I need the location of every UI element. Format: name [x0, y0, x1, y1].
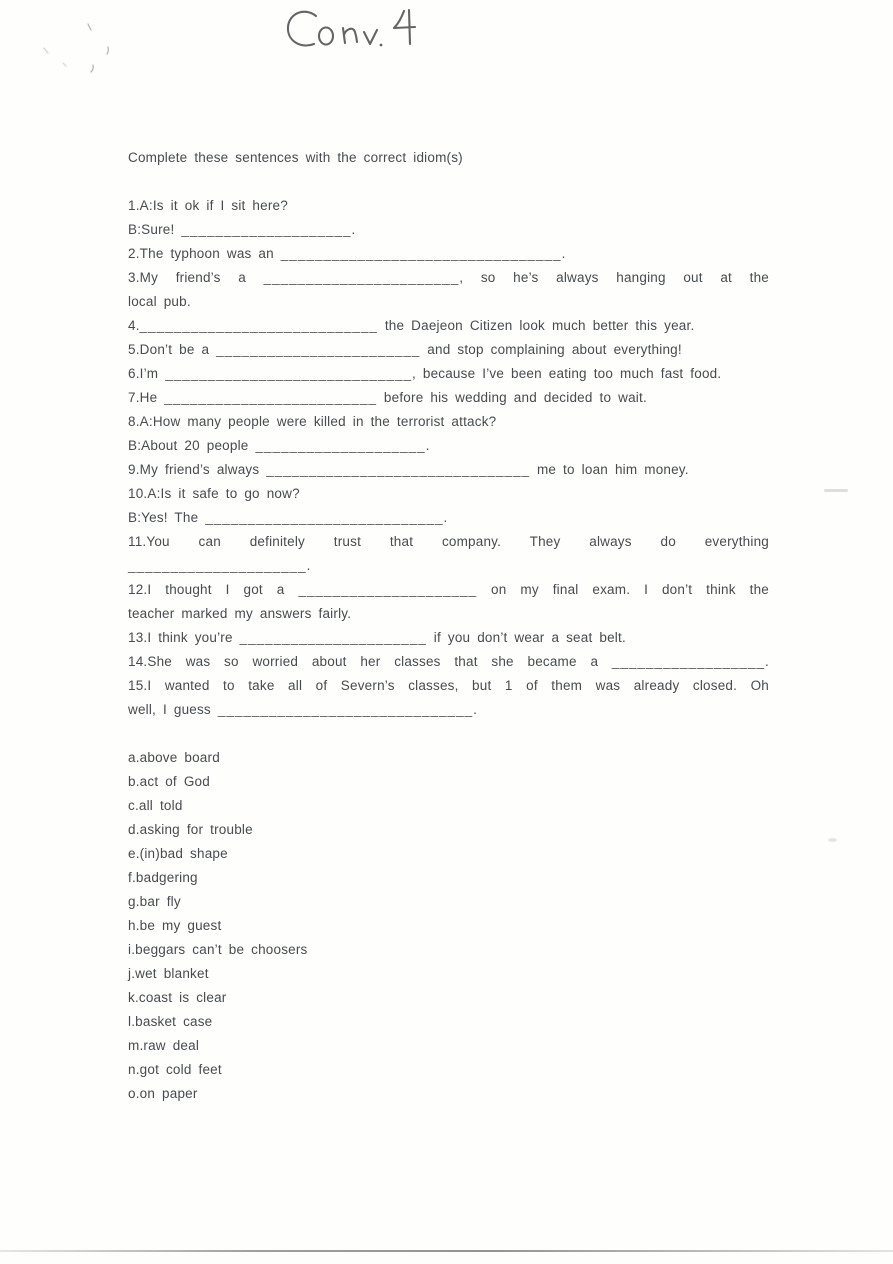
question-text: and stop complaining about everything!	[420, 342, 682, 357]
question-line	[128, 314, 769, 338]
question-text: .	[765, 654, 769, 669]
idiom-item: k.coast is clear	[128, 990, 227, 1005]
answer-blank: ____________________________	[205, 510, 444, 525]
pencil-marks	[30, 16, 130, 76]
question-line	[128, 458, 769, 482]
idiom-item: j.wet blanket	[128, 966, 209, 981]
question-text: if you don’t wear a seat belt.	[426, 630, 626, 645]
question-line	[128, 626, 769, 650]
question-line	[128, 290, 769, 314]
question-text: , so he’s always hanging out at the	[459, 270, 770, 285]
question-text: .	[561, 246, 566, 261]
question-text: on my final exam. I don’t think the	[477, 582, 769, 597]
scan-smudge	[828, 838, 837, 842]
question-text: the Daejeon Citizen look much better this year.	[377, 318, 695, 333]
question-text: .	[306, 558, 311, 573]
handwritten-letter-o	[319, 28, 333, 45]
question-text: 9.My friend’s always	[128, 462, 267, 477]
question-line	[128, 410, 769, 434]
question-line	[128, 650, 769, 674]
question-text: .	[425, 438, 430, 453]
answer-blank: _________________________	[164, 390, 377, 405]
handwritten-letter-C	[288, 12, 316, 46]
idiom-item: i.beggars can’t be choosers	[128, 942, 308, 957]
answer-blank: ________________________	[216, 342, 421, 357]
answer-blank: _________________________________	[280, 246, 562, 261]
instruction: Complete these sentences with the correct idiom(s)	[128, 150, 463, 165]
question-text: 1.A:Is it ok if I sit here?	[128, 198, 288, 213]
question-text: 4.	[128, 318, 140, 333]
question-text: well, I guess	[128, 702, 218, 717]
question-text: 15.I wanted to take all of Severn’s classes, but 1 of them was already closed. Oh	[128, 678, 769, 693]
idiom-item: a.above board	[128, 750, 220, 765]
question-text: teacher marked my answers fairly.	[128, 606, 352, 621]
question-line	[128, 602, 769, 626]
idiom-item: m.raw deal	[128, 1038, 200, 1053]
question-text: 13.I think you’re	[128, 630, 240, 645]
handwritten-letter-v	[364, 30, 377, 44]
answer-blank: _______________________________	[266, 462, 530, 477]
scan-smudge	[824, 489, 848, 492]
question-line	[128, 506, 769, 530]
question-line	[128, 578, 769, 602]
question-line	[128, 362, 769, 386]
question-line	[128, 530, 769, 554]
handwritten-period	[380, 44, 383, 47]
answer-blank: _____________________	[128, 558, 307, 573]
question-line	[128, 482, 769, 506]
question-line	[128, 218, 769, 242]
idiom-item: g.bar fly	[128, 894, 181, 909]
handwritten-digit-4	[394, 10, 415, 44]
scan-line-artifact	[0, 1250, 893, 1252]
answer-blank: _____________________________	[165, 366, 412, 381]
question-line	[128, 194, 769, 218]
question-text: 5.Don’t be a	[128, 342, 217, 357]
question-text: 8.A:How many people were killed in the terrorist attack?	[128, 414, 497, 429]
idiom-item: h.be my guest	[128, 918, 222, 933]
question-text: 10.A:Is it safe to go now?	[128, 486, 300, 501]
question-text: .	[443, 510, 448, 525]
question-text: 12.I thought I got a	[128, 582, 299, 597]
idiom-item: d.asking for trouble	[128, 822, 253, 837]
answer-blank: ______________________	[239, 630, 427, 645]
idiom-item: o.on paper	[128, 1086, 198, 1101]
handwritten-title	[281, 6, 431, 52]
question-text: , because I’ve been eating too much fast food.	[411, 366, 722, 381]
question-text: local pub.	[128, 294, 191, 309]
question-line	[128, 554, 769, 578]
idiom-item: n.got cold feet	[128, 1062, 222, 1077]
worksheet-content	[128, 146, 769, 1106]
question-text: 14.She was so worried about her classes that she became a	[128, 654, 612, 669]
question-text: B:Sure!	[128, 222, 182, 237]
question-line	[128, 674, 769, 698]
idiom-item: l.basket case	[128, 1014, 213, 1029]
answer-blank: ____________________	[181, 222, 352, 237]
idiom-item: e.(in)bad shape	[128, 846, 228, 861]
question-text: 3.My friend’s a	[128, 270, 264, 285]
question-text: 11.You can definitely trust that company. They always do everything	[128, 534, 769, 549]
question-text: before his wedding and decided to wait.	[376, 390, 647, 405]
question-text: 6.I’m	[128, 366, 166, 381]
question-line	[128, 338, 769, 362]
idiom-item: f.badgering	[128, 870, 198, 885]
answer-blank: __________________	[611, 654, 766, 669]
questions-section	[128, 194, 769, 722]
idioms-section	[128, 746, 769, 1106]
answer-blank: _______________________	[263, 270, 460, 285]
question-line	[128, 266, 769, 290]
question-text: .	[473, 702, 478, 717]
handwritten-letter-n	[343, 28, 357, 43]
question-text: B:Yes! The	[128, 510, 206, 525]
answer-blank: ______________________________	[217, 702, 474, 717]
question-line	[128, 434, 769, 458]
question-text: me to loan him money.	[530, 462, 689, 477]
idiom-item: b.act of God	[128, 774, 210, 789]
question-line	[128, 242, 769, 266]
question-text: 2.The typhoon was an	[128, 246, 281, 261]
question-text: B:About 20 people	[128, 438, 256, 453]
answer-blank: ____________________	[255, 438, 426, 453]
idiom-item: c.all told	[128, 798, 183, 813]
question-line	[128, 386, 769, 410]
question-line	[128, 698, 769, 722]
answer-blank: ____________________________	[139, 318, 378, 333]
question-text: .	[351, 222, 356, 237]
question-text: 7.He	[128, 390, 165, 405]
answer-blank: _____________________	[298, 582, 478, 597]
